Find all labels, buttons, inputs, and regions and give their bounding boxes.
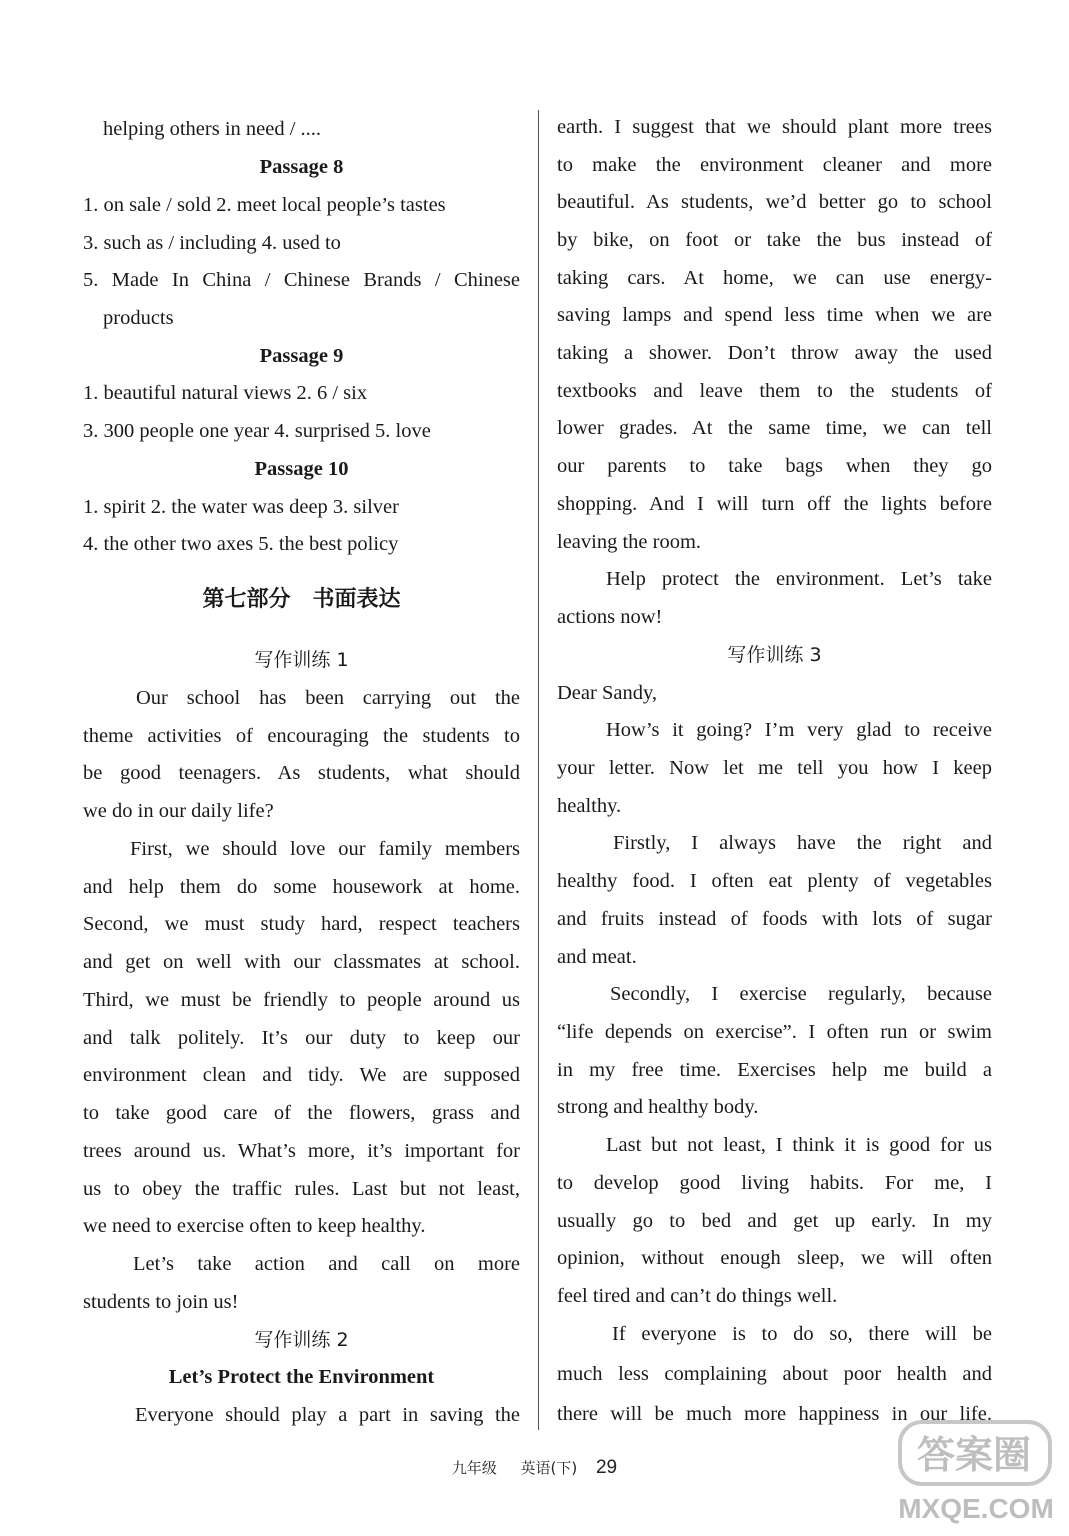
essay-line: healthy. [557,795,622,817]
essay-line: healthy food. I often eat plenty of vegetables [557,870,992,892]
essay-line: feel tired and can’t do things well. [557,1285,838,1307]
essay-line: Everyone should play a part in saving the [135,1404,520,1426]
answer-line: products [103,307,174,329]
section-title: 第七部分 书面表达 [202,587,401,612]
passage-9-title: Passage 9 [259,345,344,367]
answer-line: 3. 300 people one year 4. surprised 5. love [83,420,431,442]
essay-line: “life depends on exercise”. I often run or swim [557,1021,992,1043]
essay-line: Our school has been carrying out the [136,687,520,709]
essay-line: to develop good living habits. For me, I [557,1172,992,1194]
essay-line: much less complaining about poor health and [557,1363,992,1385]
essay-line: and fruits instead of foods with lots of sugar [557,908,992,930]
writing-1-title: 写作训练 1 [254,649,349,671]
answer-line: 1. on sale / sold 2. meet local people’s tastes [83,194,446,216]
essay-line: First, we should love our family members [130,838,520,860]
essay-line: in my free time. Exercises help me build a [557,1059,992,1081]
essay-line: trees around us. What’s more, it’s important for [83,1140,520,1162]
essay-line: to make the environment cleaner and more [557,154,992,176]
answer-line: helping others in need / .... [103,118,322,140]
essay-line: and meat. [557,946,637,968]
essay-line: environment clean and tidy. We are supposed [83,1064,520,1086]
essay-line: Let’s take action and call on more [133,1253,520,1275]
essay-line: shopping. And I will turn off the lights before [557,493,992,515]
passage-8-title: Passage 8 [259,156,344,178]
writing-2-heading: Let’s Protect the Environment [168,1366,435,1388]
essay-line: taking cars. At home, we can use energy- [557,267,992,289]
essay-line: there will be much more happiness in our life. [557,1403,992,1425]
answer-line: 3. such as / including 4. used to [83,232,341,254]
essay-line: If everyone is to do so, there will be [612,1323,992,1345]
footer-subject: 英语(下) [520,1459,578,1477]
essay-line: Firstly, I always have the right and [613,832,992,854]
essay-line: and talk politely. It’s our duty to keep our [83,1027,520,1049]
passage-10-title: Passage 10 [254,458,349,480]
watermark-logo [896,1418,1056,1528]
essay-line: our parents to take bags when they go [557,455,992,477]
essay-line: Second, we must study hard, respect teachers [83,913,520,935]
essay-line: we need to exercise often to keep healthy. [83,1215,426,1237]
answer-line: 1. beautiful natural views 2. 6 / six [83,382,368,404]
watermark-url: MXQE.COM [898,1493,1054,1524]
essay-line: usually go to bed and get up early. In my [557,1210,992,1232]
essay-line: textbooks and leave them to the students of [557,380,992,402]
essay-line: and help them do some housework at home. [83,876,520,898]
essay-line: us to obey the traffic rules. Last but not least, [83,1178,520,1200]
essay-line: strong and healthy body. [557,1096,759,1118]
essay-line: saving lamps and spend less time when we are [557,304,992,326]
letter-salutation: Dear Sandy, [557,682,657,704]
essay-line: taking a shower. Don’t throw away the used [557,342,992,364]
answer-line: 4. the other two axes 5. the best policy [83,533,399,555]
essay-line: and get on well with our classmates at school. [83,951,520,973]
essay-line: How’s it going? I’m very glad to receive [606,719,992,741]
essay-line: Secondly, I exercise regularly, because [610,983,992,1005]
essay-line: your letter. Now let me tell you how I keep [557,757,992,779]
essay-line: Third, we must be friendly to people around us [83,989,520,1011]
page-number: 29 [595,1457,618,1478]
essay-line: lower grades. At the same time, we can tell [557,417,992,439]
watermark-text: 答案圈 [916,1433,1032,1477]
answer-line: 1. spirit 2. the water was deep 3. silver [83,496,399,518]
essay-line: actions now! [557,606,663,628]
essay-line: Help protect the environment. Let’s take [606,568,992,590]
essay-line: beautiful. As students, we’d better go to school [557,191,992,213]
writing-2-title: 写作训练 2 [254,1329,349,1351]
essay-line: to take good care of the flowers, grass and [83,1102,520,1124]
essay-line: earth. I suggest that we should plant more trees [557,116,992,138]
answer-line: 5. Made In China / Chinese Brands / Chinese [83,269,520,291]
essay-line: by bike, on foot or take the bus instead of [557,229,992,251]
essay-line: students to join us! [83,1291,239,1313]
essay-line: Last but not least, I think it is good for us [606,1134,992,1156]
essay-line: we do in our daily life? [83,800,274,822]
essay-line: opinion, without enough sleep, we will often [557,1247,992,1269]
footer-grade: 九年级 [451,1459,497,1477]
essay-line: leaving the room. [557,531,702,553]
writing-3-title: 写作训练 3 [727,644,822,666]
essay-line: be good teenagers. As students, what should [83,762,520,784]
essay-line: theme activities of encouraging the students to [83,725,520,747]
